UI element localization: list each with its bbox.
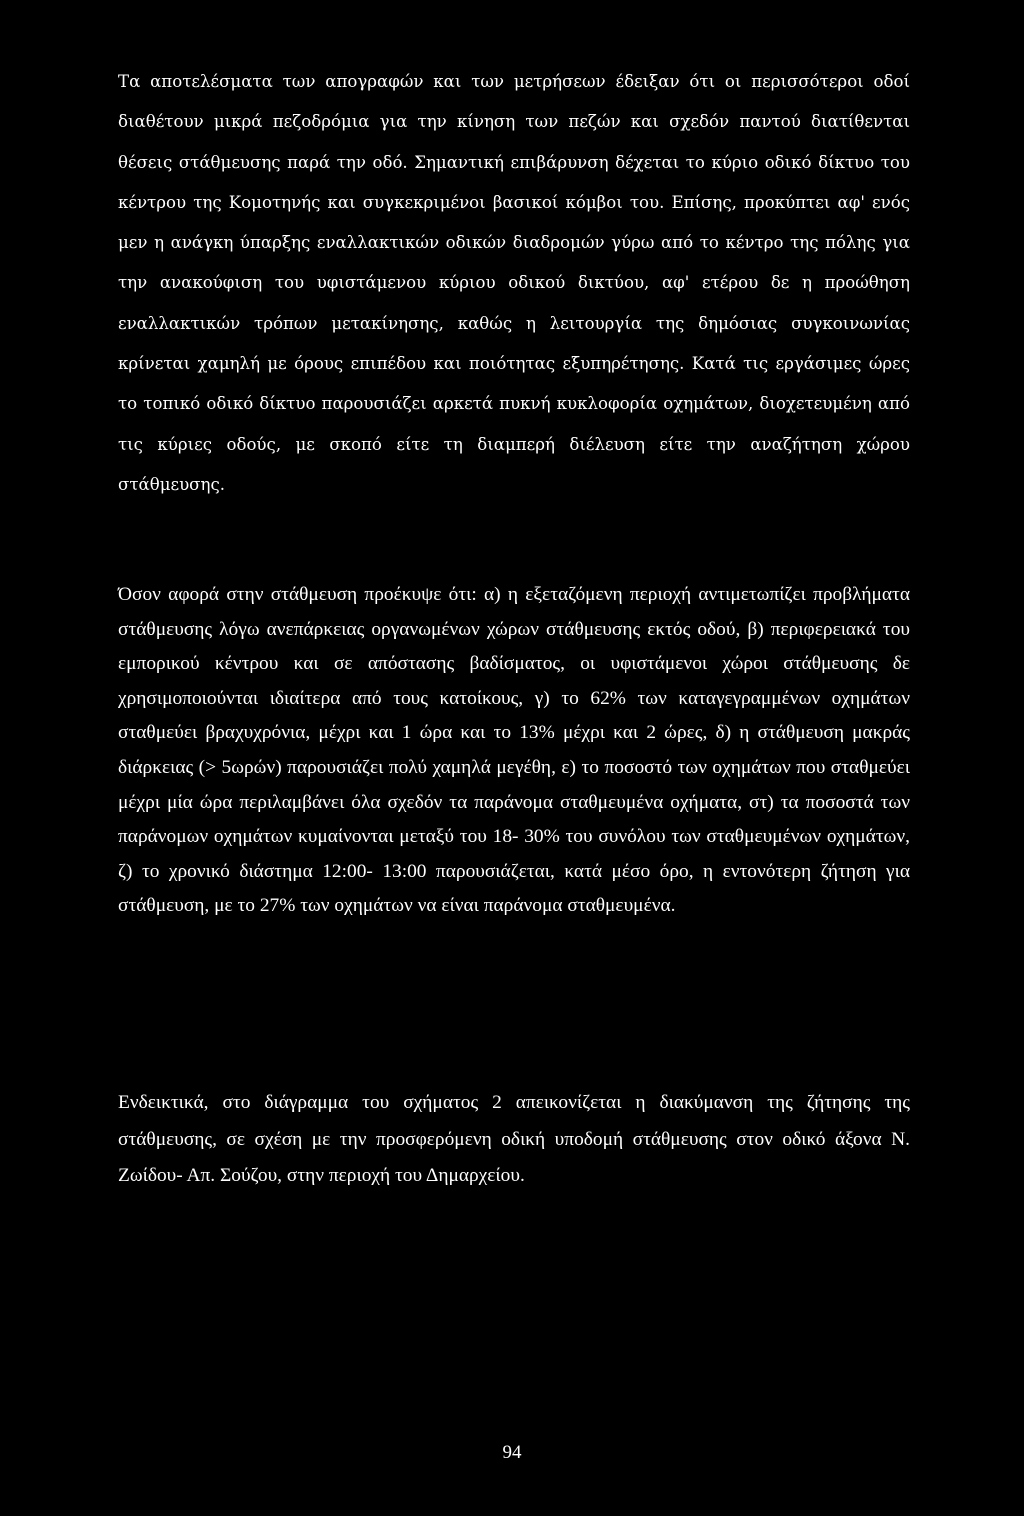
paragraph-survey-results: Τα αποτελέσματα των απογραφών και των μετρήσεων έδειξαν ότι οι περισσότεροι οδοί διαθέτουν μικρά πεζοδρόμια για την κίνηση των πεζών και σχεδόν παντού διατίθενται θέσεις στάθμευσης παρά την οδό. Σημαντική επιβάρυνση δέχεται το κύριο οδικό δίκτυο του κέντρου της Κομοτηνής και συγκεκριμένοι βασικοί κόμβοι του. Επίσης, προκύπτει αφ' ενός μεν η ανάγκη ύπαρξης εναλλακτικών οδικών διαδρομών γύρω από το κέντρο της πόλης για την ανακούφιση του υφιστάμενου κύριου οδικού δικτύου, αφ' ετέρου δε η προώθηση εναλλακτικών τρόπων μετακίνησης, καθώς η λειτουργία της δημόσιας συγκοινωνίας κρίνεται χαμηλή με όρους επιπέδου και ποιότητας εξυπηρέτησης. Κατά τις εργάσιμες ώρες το τοπικό οδικό δίκτυο παρουσιάζει αρκετά πυκνή κυκλοφορία οχημάτων, διοχετευμένη από τις κύριες οδούς, με σκοπό είτε τη διαμπερή διέλευση είτε την αναζήτηση χώρου στάθμευσης.: [118, 72, 910, 494]
paragraph-parking-findings: Όσον αφορά στην στάθμευση προέκυψε ότι: α) η εξεταζόμενη περιοχή αντιμετωπίζει προβλήματα στάθμευσης λόγω ανεπάρκειας οργανωμένων χώρων στάθμευσης εκτός οδού, β) περιφερειακά του εμπορικού κέντρου και σε απόστασης βαδίσματος, οι υφιστάμενοι χώροι στάθμευσης δε χρησιμοποιούνται ιδιαίτερα από τους κατοίκους, γ) το 62% των καταγεγραμμένων οχημάτων σταθμεύει βραχυχρόνια, μέχρι και 1 ώρα και το 13% μέχρι και 2 ώρες, δ) η στάθμευση μακράς διάρκειας (> 5ωρών) παρουσιάζει πολύ χαμηλά μεγέθη, ε) το ποσοστό των οχημάτων που σταθμεύει μέχρι μία ώρα περιλαμβάνει όλα σχεδόν τα παράνομα σταθμευμένα οχήματα, στ) τα ποσοστά των παράνομων οχημάτων κυμαίνονται μεταξύ του 18- 30% του συνόλου των σταθμευμένων οχημάτων, ζ) το χρονικό διάστημα 12:00- 13:00 παρουσιάζεται, κατά μέσο όρο, η εντονότερη ζήτηση για στάθμευση, με το 27% των οχημάτων να είναι παράνομα σταθμευμένα.: [118, 584, 910, 917]
paragraph-figure-reference: Ενδεικτικά, στο διάγραμμα του σχήματος 2 απεικονίζεται η διακύμανση της ζήτησης της στάθμευσης, σε σχέση με την προσφερόμενη οδική υποδομή στάθμευσης στον οδικό άξονα Ν. Ζωίδου- Απ. Σούζου, στην περιοχή του Δημαρχείου.: [118, 1092, 910, 1186]
page-number: 94: [502, 1442, 522, 1463]
